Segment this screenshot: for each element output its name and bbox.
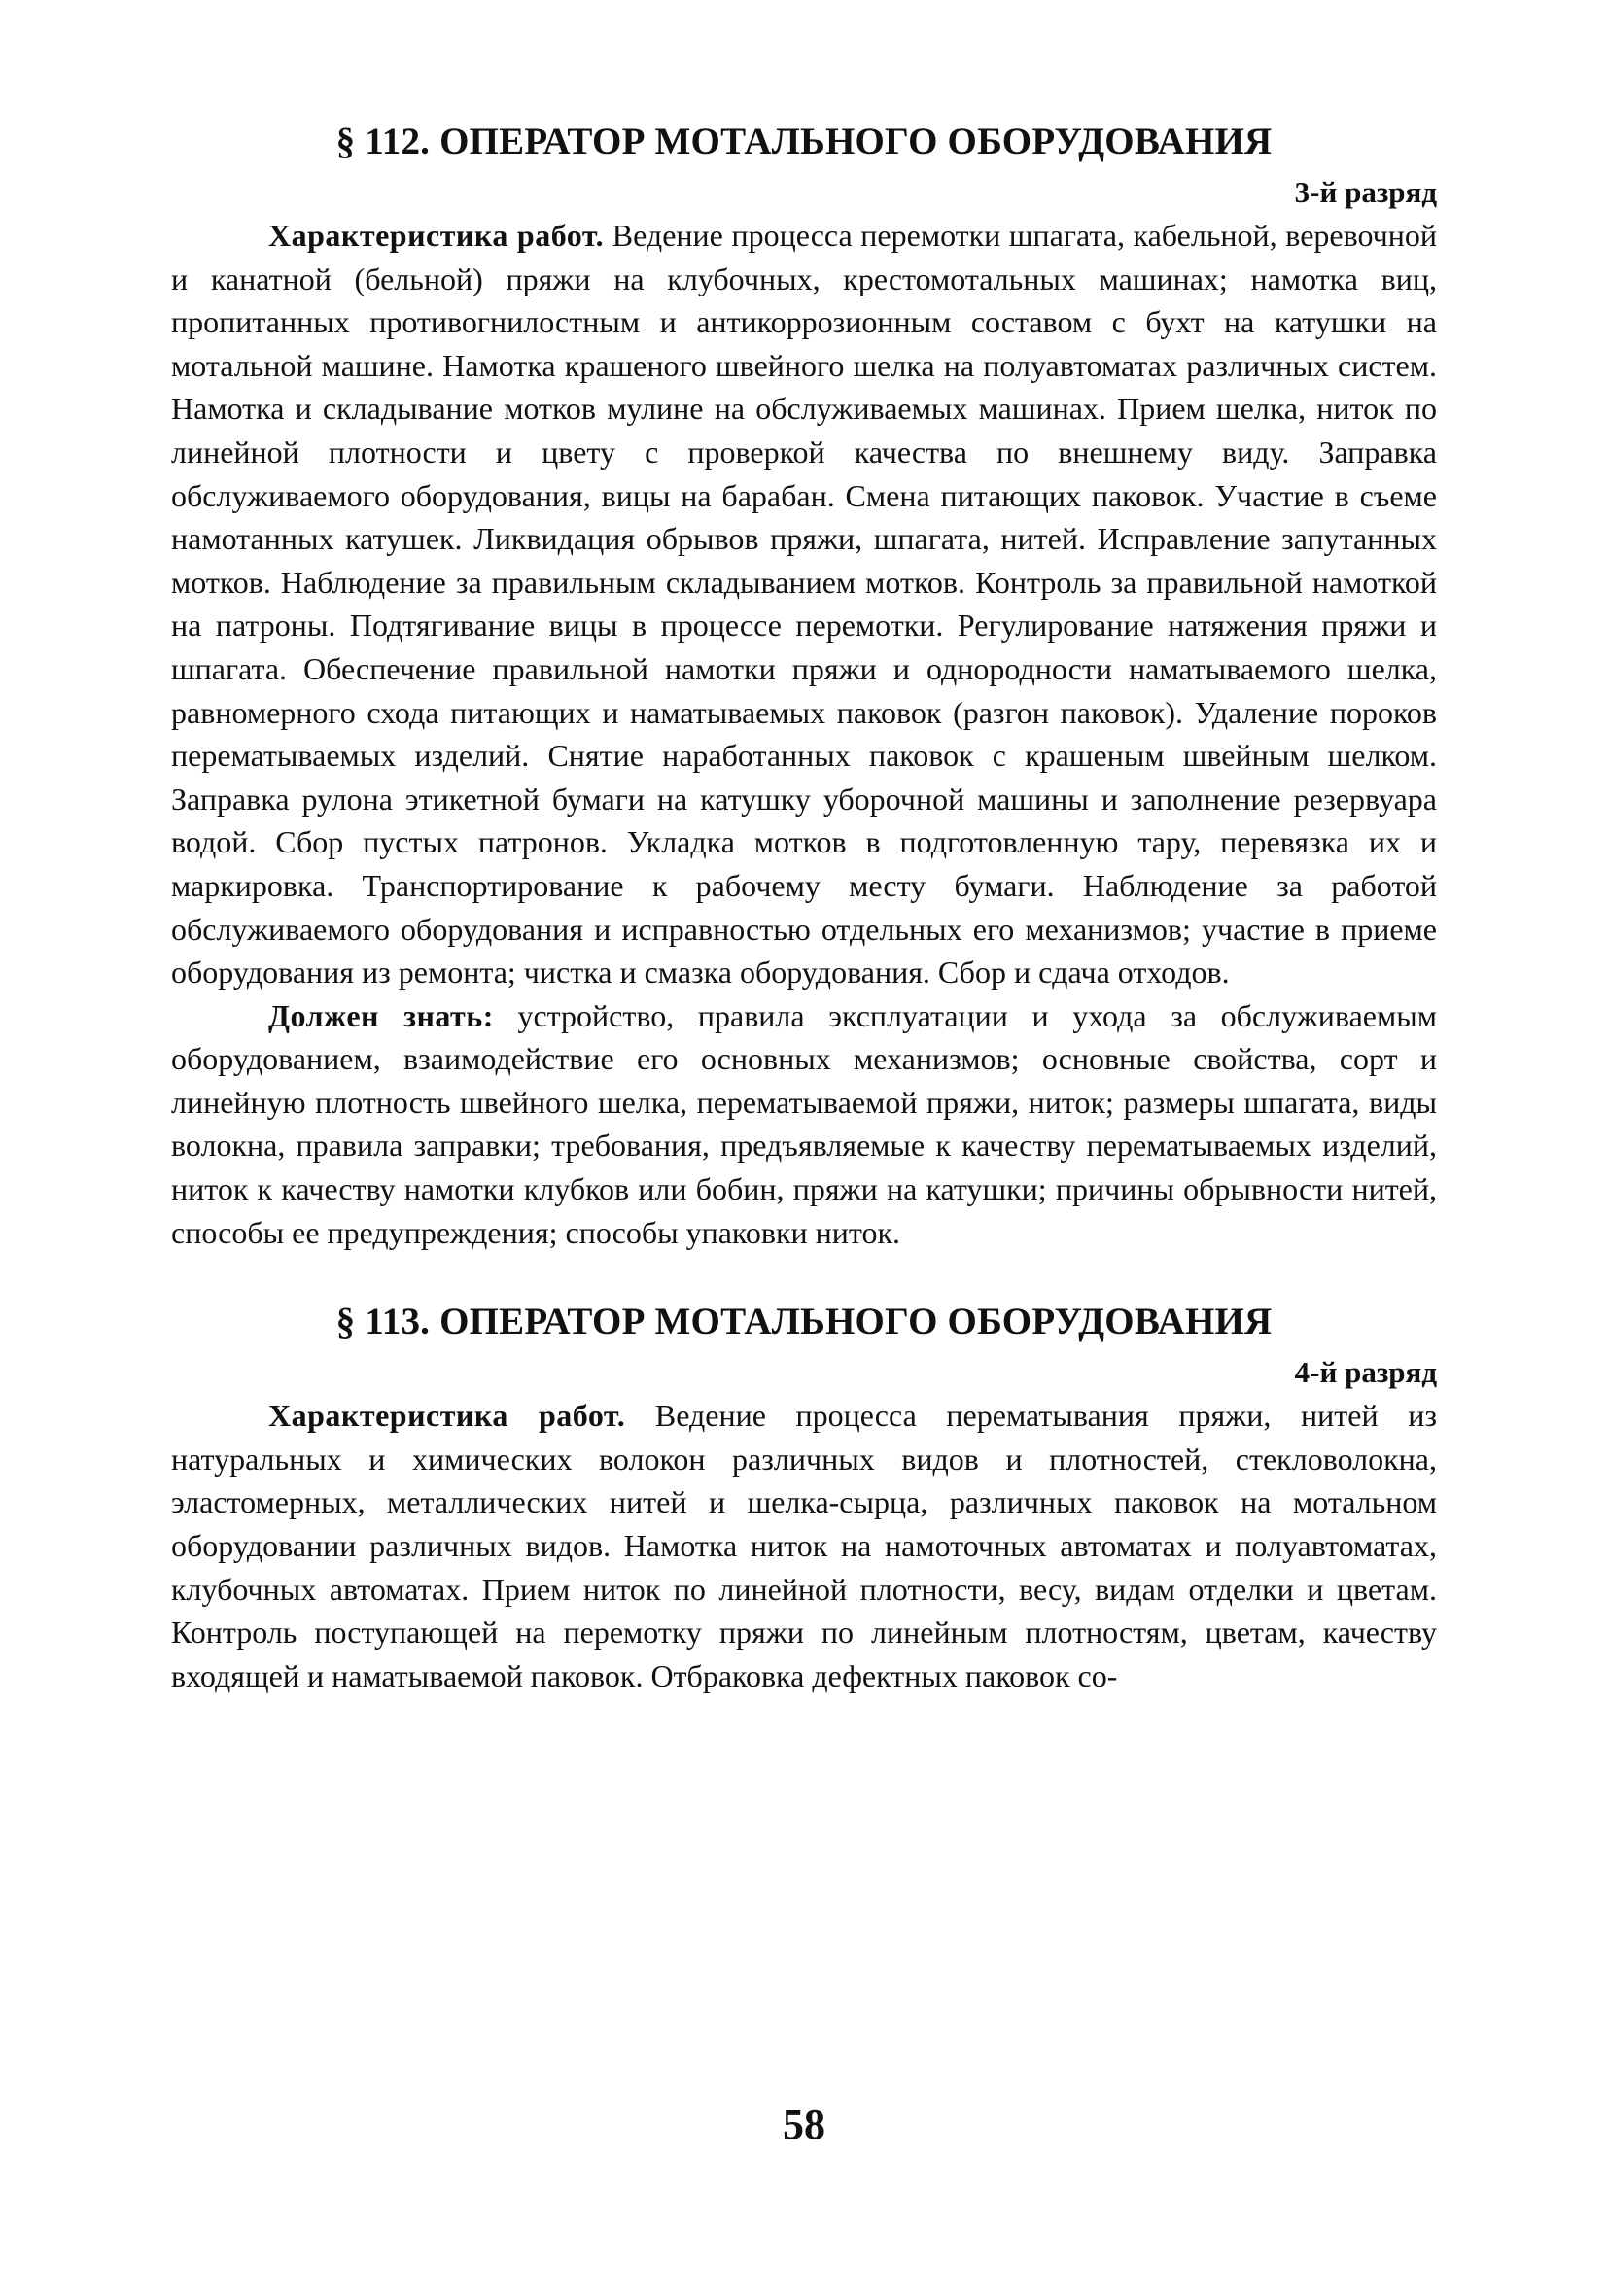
grade-label: 3-й разряд [1294,175,1437,209]
job-characteristics-paragraph [171,1394,1437,1697]
job-characteristics-paragraph [171,214,1437,994]
must-know-paragraph [171,994,1437,1255]
grade-label: 4-й разряд [1294,1355,1437,1390]
document-page [171,119,1437,1697]
paragraph-text: Ведение процесса перемотки шпагата, кабельной, веревочной и канатной (бельной) пряжи на клубочных, крестомотальных машинах; намотка виц, пропитанных противогнилостным и антикоррозионным составом с бухт на катушки на мотальной машине. Намотка крашеного швейного шелка на полуавтоматах различных систем. Намотка и складывание мотков мулине на обслуживаемых машинах. Прием шелка, ниток по линейной плотности и цвету с проверкой качества по внешнему виду. Заправка обслуживаемого оборудования, вицы на барабан. Смена питающих паковок. Участие в съеме намотанных катушек. Ликвидация обрывов пряжи, шпагата, нитей. Исправление запутанных мотков. Наблюдение за правильным складыванием мотков. Контроль за правильной намоткой на патроны. Подтягивание вицы в процессе перемотки. Регулирование натяжения пряжи и шпагата. Обеспечение правильной намотки пряжи и однородности наматываемого шелка, равномерного схода питающих и наматываемых паковок (разгон паковок). Удаление пороков перематываемых изделий. Снятие наработанных паковок с крашеным швейным шелком. Заправка рулона этикетной бумаги на катушку уборочной машины и заполнение резервуара водой. Сбор пустых патронов. Укладка мотков в подготовленную тару, перевязка их и маркировка. Транспортирование к рабочему месту бумаги. Наблюдение за работой обслуживаемого оборудования и исправностью отдельных его механизмов; участие в приеме оборудования из ремонта; чистка и смазка оборудования. Сбор и сдача отходов. [171,218,1438,991]
section-title: § 112. ОПЕРАТОР МОТАЛЬНОГО ОБОРУДОВАНИЯ [335,121,1273,162]
section-title: § 113. ОПЕРАТОР МОТАЛЬНОГО ОБОРУДОВАНИЯ [335,1301,1273,1343]
paragraph-text: устройство, правила эксплуатации и ухода за обслуживаемым оборудованием, взаимодействие его основных механизмов; основные свойства, сорт и линейную плотность швейного шелка, перематываемой пряжи, ниток; размеры шпагата, виды волокна, правила заправки; требования, предъявляемые к качеству перематываемых изделий, ниток к качеству намотки клубков или бобин, пряжи на катушки; причины обрывности нитей, способы ее предупреждения; способы упаковки ниток. [171,997,1438,1250]
section-113 [171,1299,1437,1697]
paragraph-text: Ведение процесса перематывания пряжи, нитей из натуральных и химических волокон различных видов и плотностей, стекловолокна, эластомерных, металлических нитей и шелка-сырца, различных паковок на мотальном оборудовании различных видов. Намотка ниток на намоточных автоматах и полуавтоматах, клубочных автоматах. Прием ниток по линейной плотности, весу, видам отделки и цветам. Контроль поступающей на перемотку пряжи по линейным плотностям, цветам, качеству входящей и наматываемой паковок. Отбраковка дефектных паковок со- [171,1398,1438,1693]
paragraph-lead: Характеристика работ. [268,218,605,253]
page-number: 58 [783,2101,825,2148]
paragraph-lead: Характеристика работ. [268,1398,626,1434]
section-112 [171,119,1437,1254]
paragraph-lead: Должен знать: [268,997,494,1033]
